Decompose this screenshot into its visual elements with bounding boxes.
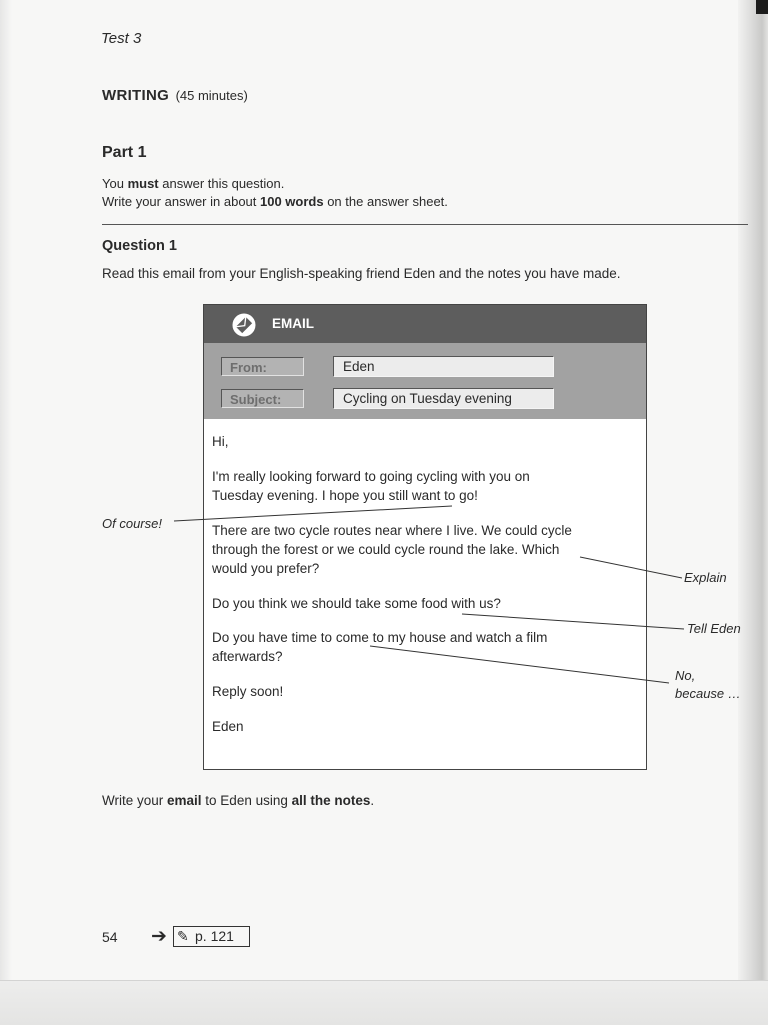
note-explain: Explain <box>684 570 727 585</box>
page-bottom-margin <box>0 980 768 1025</box>
note-of-course: Of course! <box>102 516 162 531</box>
email-body-line: Do you have time to come to my house and watch a film <box>212 630 548 645</box>
task-text: to Eden using <box>201 793 292 808</box>
email-body-line: Tuesday evening. I hope you still want to go! <box>212 488 478 503</box>
instruction-emphasis: 100 words <box>260 194 324 209</box>
email-body-line: There are two cycle routes near where I live. We could cycle <box>212 523 572 538</box>
page-corner-mark <box>756 0 768 14</box>
section-heading <box>102 87 248 104</box>
email-body-line: would you prefer? <box>212 561 320 576</box>
instruction-text: Write your answer in about <box>102 194 260 209</box>
email-greeting: Hi, <box>212 434 229 449</box>
task-text: Write your <box>102 793 168 808</box>
instruction-text: You <box>102 176 128 191</box>
instruction-text: on the answer sheet. <box>323 194 448 209</box>
email-signature: Eden <box>212 719 244 734</box>
page-left-shadow <box>0 0 12 1024</box>
page-spine-shadow <box>738 0 768 1024</box>
task-emphasis: email <box>167 793 202 808</box>
task-instruction <box>102 793 374 808</box>
email-signoff: Reply soon! <box>212 684 284 699</box>
email-title: EMAIL <box>272 316 314 331</box>
page-reference-text: p. 121 <box>195 928 234 944</box>
note-tell-eden: Tell Eden <box>687 621 741 636</box>
question-text: Read this email from your English-speaking friend Eden and the notes you have made. <box>102 266 621 281</box>
note-no: No, <box>675 668 696 683</box>
instruction-line-1 <box>102 176 284 191</box>
page-reference <box>173 926 250 947</box>
email-body-line: afterwards? <box>212 649 283 664</box>
subject-field: Cycling on Tuesday evening <box>333 388 554 409</box>
instruction-text: answer this question. <box>158 176 285 191</box>
section-divider <box>102 224 748 225</box>
email-body-line: I'm really looking forward to going cycling with you on <box>212 469 530 484</box>
email-body-line: Do you think we should take some food with us? <box>212 596 501 611</box>
from-field: Eden <box>333 356 554 377</box>
section-title: WRITING <box>102 87 170 104</box>
subject-label: Subject: <box>221 389 304 408</box>
email-header <box>204 343 646 419</box>
task-text: . <box>370 793 375 808</box>
email-titlebar <box>204 305 646 343</box>
pencil-icon: ✎ <box>177 928 189 944</box>
question-title: Question 1 <box>102 238 177 254</box>
page-number: 54 <box>102 929 118 945</box>
arrow-right-icon: ➔ <box>151 926 167 947</box>
email-panel <box>203 304 647 770</box>
from-label: From: <box>221 357 304 376</box>
section-duration: (45 minutes) <box>175 88 248 103</box>
envelope-icon <box>231 312 257 338</box>
email-body-line: through the forest or we could cycle round the lake. Which <box>212 542 560 557</box>
instruction-emphasis: must <box>127 176 159 191</box>
test-label: Test 3 <box>101 30 142 47</box>
task-emphasis: all the notes <box>291 793 371 808</box>
part-title: Part 1 <box>102 144 147 161</box>
instruction-line-2 <box>102 194 448 209</box>
note-because: because … <box>675 686 741 701</box>
